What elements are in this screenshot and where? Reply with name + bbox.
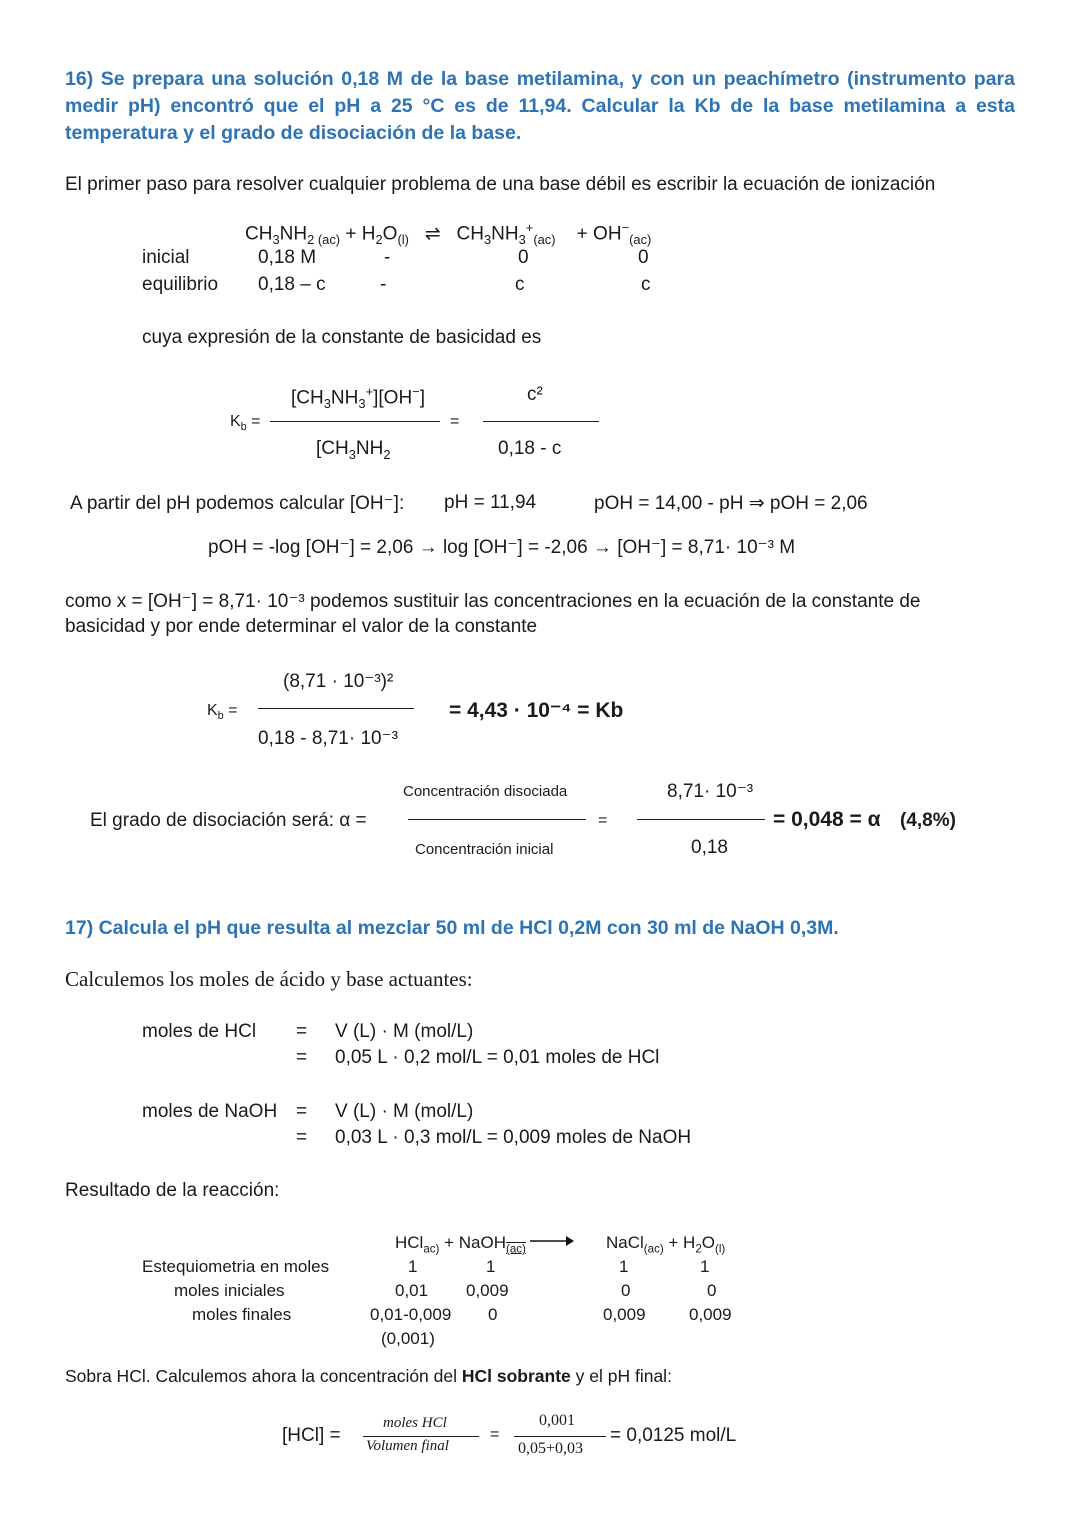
final-h2o: 0,009 [689, 1305, 732, 1324]
alpha-percent: (4,8%) [900, 810, 956, 831]
kb-fraction-bar-2 [483, 421, 599, 422]
initial-nacl: 0 [621, 1281, 631, 1300]
conc-denominator-2: 0,05+0,03 [518, 1440, 584, 1457]
kb-expression-intro: cuya expresión de la constante de basicidad es [142, 327, 542, 348]
table-row-label-stoich: Estequiometria en moles [142, 1257, 330, 1276]
initial-h2o: 0 [707, 1281, 717, 1300]
como-line-1: como x = [OH⁻] = 8,71· 10⁻³ podemos sustituir las concentraciones en la ecuación de la constante de [65, 591, 921, 612]
equilibrio-ch3nh3: c [515, 274, 525, 295]
conc-denominator: Volumen final [366, 1438, 449, 1454]
moles-naoh-formula: V (L) · M (mol/L) [335, 1101, 474, 1122]
kb-label: $K_b$ = [230, 413, 261, 434]
hcl-conc-label: [HCl] = [282, 1425, 341, 1446]
poh-log: pOH = -log [OH⁻] = 2,06 → log [OH⁻] = -2,06 → [OH⁻] = 8,71· 10⁻³ M [208, 537, 796, 558]
equilibrio-h2o: - [380, 274, 387, 295]
kb2-label: $K_b$ = [207, 702, 238, 723]
row-label-equilibrio: equilibrio [142, 274, 219, 295]
kb-numerator: $[CH_3NH_3^+][OH^-]$ [291, 384, 425, 412]
kb2-result: = 4,43 · 10⁻⁴ = Kb [449, 699, 624, 722]
alpha-numerator-2: 8,71· 10⁻³ [667, 781, 754, 802]
ph-intro: A partir del pH podemos calcular [OH⁻]: [70, 493, 405, 514]
equilibrio-oh: c [641, 274, 651, 295]
conc-equals: = [490, 1426, 500, 1443]
alpha-label: El grado de disociación será: α = [90, 810, 367, 831]
stoich-naoh: 1 [486, 1257, 496, 1276]
problem-17-intro: Calculemos los moles de ácido y base actuantes: [65, 967, 473, 991]
conc-numerator: moles HCl [383, 1415, 447, 1431]
conc-numerator-2: 0,001 [539, 1412, 575, 1429]
problem-17-title: 17) Calcula el pH que resulta al mezclar 50 ml de HCl 0,2M con 30 ml de NaOH 0,3M. [65, 917, 839, 939]
alpha-denominator: Concentración inicial [415, 841, 554, 858]
alpha-fraction-bar [408, 819, 586, 820]
ph-value: pH = 11,94 [444, 492, 537, 513]
sobra-line: Sobra HCl. Calculemos ahora la concentración del HCl sobrante y el pH final: [65, 1366, 672, 1386]
result-label: Resultado de la reacción: [65, 1180, 280, 1201]
como-line-2: basicidad y por ende determinar el valor de la constante [65, 616, 538, 637]
final-hcl-remaining: (0,001) [381, 1329, 435, 1348]
stoich-h2o: 1 [700, 1257, 710, 1276]
ionization-equation: $CH_3NH_{2 (ac)} + H_2O_{(l)}$ ⇌ $CH_3NH_3^+_{(ac)}$ + $OH^-_{(ac)}$ [245, 220, 652, 248]
reaction-products: NaCl$_{(ac)}$ + $H_2O_{(l)}$ [606, 1233, 726, 1256]
initial-hcl: 0,01 [395, 1281, 429, 1300]
row-label-inicial: inicial [142, 247, 190, 268]
moles-hcl-value: 0,05 L · 0,2 mol/L = 0,01 moles de HCl [335, 1047, 660, 1068]
reaction-reactants: HCl$_{ac)}$ + NaOH$_{(ac)}$ [395, 1233, 526, 1256]
kb2-fraction-bar [258, 708, 414, 709]
stoich-hcl: 1 [408, 1257, 418, 1276]
conc-fraction-bar [363, 1436, 479, 1437]
final-nacl: 0,009 [603, 1305, 646, 1324]
inicial-ch3nh3: 0 [518, 247, 529, 268]
kb-equals: = [450, 413, 460, 430]
sobra-bold: HCl sobrante [461, 1366, 571, 1386]
problem-16-intro: El primer paso para resolver cualquier problema de una base débil es escribir la ecuación de ionización [65, 174, 936, 195]
kb-numerator-c2: c² [527, 384, 543, 405]
final-naoh: 0 [488, 1305, 498, 1324]
alpha-fraction-bar-2 [637, 819, 765, 820]
moles-naoh-label: moles de NaOH [142, 1101, 278, 1122]
alpha-numerator: Concentración disociada [403, 783, 568, 800]
problem-16-title: 16) Se prepara una solución 0,18 M de la base metilamina, y con un peachímetro (instrumento para medir pH) encontró que el pH a 25 °C es de 11,94. Calcular la Kb de la base metilamina a esta temperatura y el grado de disociación de la base. [65, 68, 1015, 144]
poh-calc: pOH = 14,00 - pH ⇒ pOH = 2,06 [594, 493, 868, 514]
kb2-numerator: (8,71 · 10⁻³)² [283, 671, 394, 692]
kb-fraction-bar [270, 421, 440, 422]
moles-hcl-label: moles de HCl [142, 1021, 257, 1042]
conc-result: = 0,0125 mol/L [610, 1425, 737, 1446]
alpha-result: = 0,048 = α [773, 808, 881, 831]
reaction-arrow-icon [530, 1234, 574, 1248]
moles-hcl-formula: V (L) · M (mol/L) [335, 1021, 474, 1042]
moles-hcl-eq-1: = [296, 1021, 308, 1042]
kb2-denominator: 0,18 - 8,71· 10⁻³ [258, 728, 398, 749]
moles-hcl-eq-2: = [296, 1047, 308, 1068]
conc-fraction-bar-2 [514, 1436, 606, 1437]
alpha-denominator-2: 0,18 [691, 837, 728, 858]
initial-naoh: 0,009 [466, 1281, 509, 1300]
table-row-label-initial: moles iniciales [174, 1281, 285, 1300]
stoich-nacl: 1 [619, 1257, 629, 1276]
kb-denominator-c: 0,18 - c [498, 438, 562, 459]
table-row-label-final: moles finales [192, 1305, 292, 1324]
inicial-h2o: - [384, 247, 391, 268]
inicial-oh: 0 [638, 247, 649, 268]
inicial-ch3nh2: 0,18 M [258, 247, 317, 268]
moles-naoh-value: 0,03 L · 0,3 mol/L = 0,009 moles de NaOH [335, 1127, 692, 1148]
kb-denominator: [$CH_3NH_2$ [316, 438, 391, 462]
alpha-equals: = [598, 812, 608, 829]
moles-naoh-eq-2: = [296, 1127, 308, 1148]
final-hcl: 0,01-0,009 [370, 1305, 452, 1324]
equilibrio-ch3nh2: 0,18 – c [258, 274, 326, 295]
moles-naoh-eq-1: = [296, 1101, 308, 1122]
